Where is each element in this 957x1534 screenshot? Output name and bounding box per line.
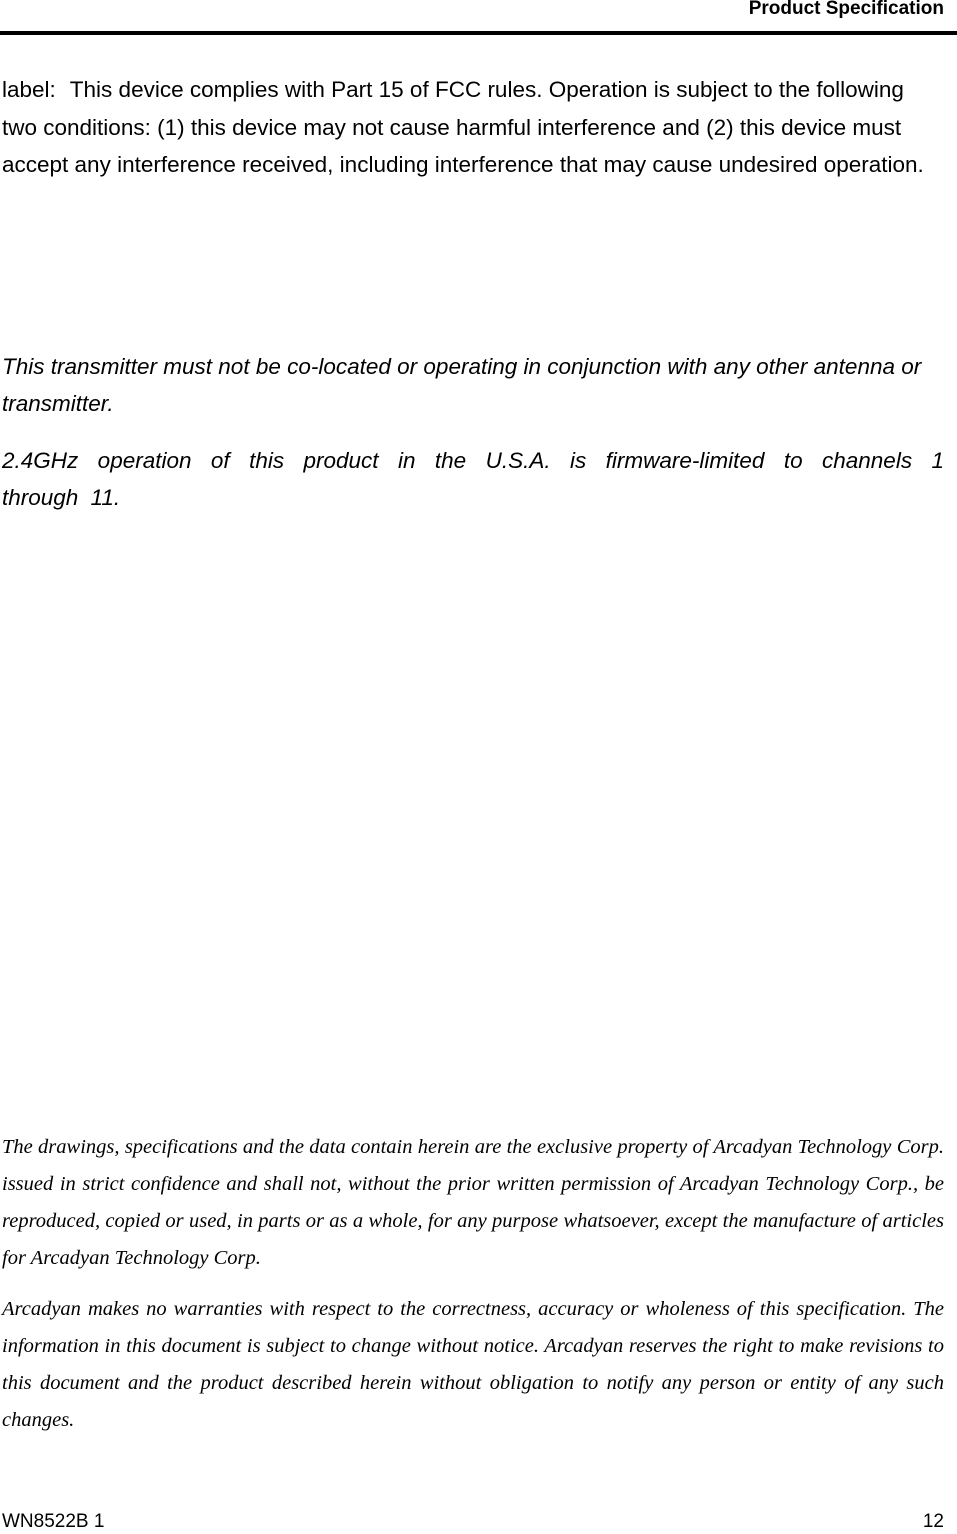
header-divider	[0, 31, 957, 35]
footer-model: WN8522B 1	[2, 1511, 105, 1532]
warranty-disclaimer: Arcadyan makes no warranties with respect to the correctness, accuracy or wholeness of this specification. The information in this document is subject to change without notice. Arcadyan reserves the right to make revisions to this document and the product described herein without obligation to notify any person or entity of any such changes.	[2, 1298, 944, 1431]
header-title: Product Specification	[748, 0, 944, 19]
channel-limit-notice: 2.4GHz operation of this product in the U.S.A. is firmware-limited to channels 1 through 11.	[2, 448, 944, 510]
fcc-statement	[2, 71, 932, 184]
footer-page-number: 12	[922, 1511, 944, 1532]
property-notice: The drawings, specifications and the data contain herein are the exclusive property of Arcadyan Technology Corp. issued in strict confidence and shall not, without the prior written permission of Arcadyan Technology Corp., be reproduced, copied or used, in parts or as a whole, for any purpose whatsoever, except the manufacture of articles for Arcadyan Technology Corp.	[2, 1136, 944, 1269]
colocation-notice: This transmitter must not be co-located or operating in conjunction with any other antenna or transmitter.	[2, 354, 922, 416]
fcc-statement-label: label:	[2, 77, 56, 102]
fcc-statement-text: This device complies with Part 15 of FCC rules. Operation is subject to the following two conditions: (1) this device may not cause harmful interference and (2) this device must accept any interference received, including interference that may cause undesired operation.	[2, 77, 924, 177]
